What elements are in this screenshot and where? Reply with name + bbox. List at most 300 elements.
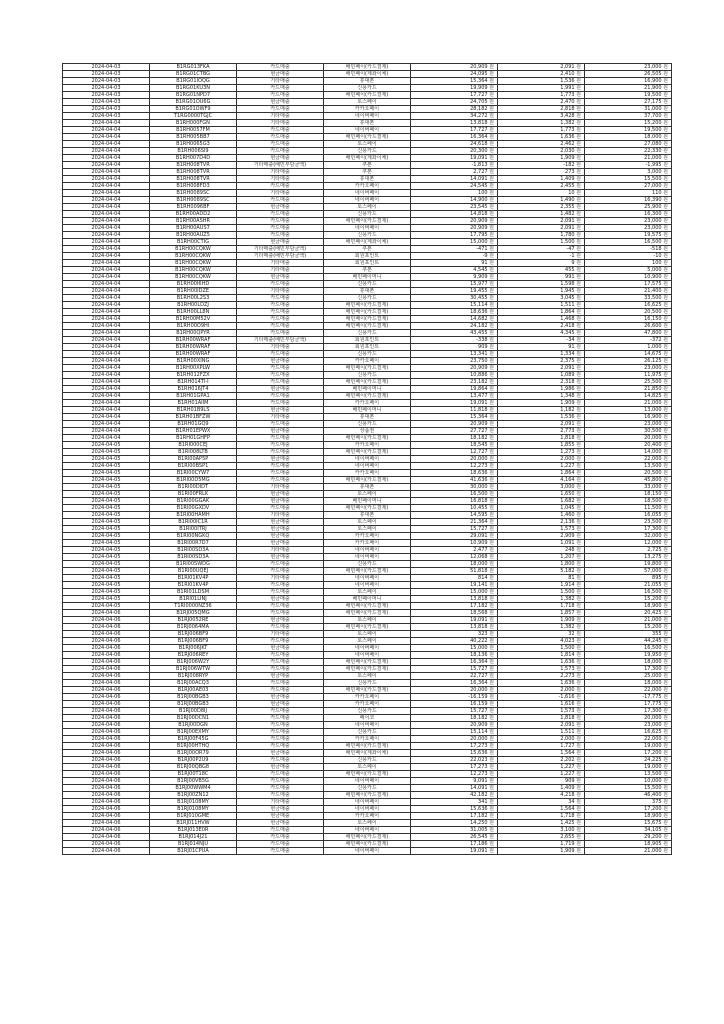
total-amount-cell: 1,000 원 [585,344,672,351]
supply-amount-cell: 16,159 원 [411,701,498,708]
table-row [63,85,672,92]
vat-cell: 34 원 [498,799,585,806]
payment-method-cell: 토스페이 [324,631,411,638]
total-amount-cell: 27,080 원 [585,141,672,148]
total-amount-cell: 19,800 원 [585,561,672,568]
table-row [63,407,672,414]
payment-method-cell: 배민페이(카드결제) [324,379,411,386]
total-amount-cell: 15,675 원 [585,820,672,827]
sales-type-cell: 카드매출 [237,316,324,323]
payment-method-cell: 네이버페이 [324,799,411,806]
table-row [63,365,672,372]
vat-cell: 3,000 원 [498,484,585,491]
supply-amount-cell: 30,455 원 [411,295,498,302]
date-cell: 2024-04-04 [63,246,150,253]
total-amount-cell: 16,900 원 [585,78,672,85]
date-cell: 2024-04-05 [63,561,150,568]
sales-type-cell: 카드매출 [237,659,324,666]
supply-amount-cell: 15,727 원 [411,526,498,533]
sales-type-cell: 카드매출 [237,624,324,631]
order-id-cell: B1RI01LDSM [150,589,237,596]
order-id-cell: B1RH01GHFP [150,435,237,442]
table-row [63,309,672,316]
table-row [63,561,672,568]
supply-amount-cell: 16,818 원 [411,498,498,505]
sales-type-cell: 현금매출 [237,617,324,624]
supply-amount-cell: 20,909 원 [411,421,498,428]
date-cell: 2024-04-06 [63,694,150,701]
total-amount-cell: 29,200 원 [585,834,672,841]
payment-method-cell: 배민페이(계좌이체) [324,239,411,246]
vat-cell: 1,909 원 [498,848,585,855]
table-row [63,372,672,379]
vat-cell: 2,418 원 [498,323,585,330]
table-row [63,701,672,708]
vat-cell: 1,857 원 [498,610,585,617]
date-cell: 2024-04-04 [63,127,150,134]
total-amount-cell: 15,200 원 [585,596,672,603]
table-row [63,771,672,778]
order-id-cell: B1RI00R7D7 [150,540,237,547]
order-id-cell: B1RG013FKA [150,64,237,71]
sales-type-cell: 기타매출 [237,260,324,267]
table-row [63,316,672,323]
vat-cell: 1,425 원 [498,820,585,827]
vat-cell: 248 원 [498,547,585,554]
total-amount-cell: -518 원 [585,246,672,253]
total-amount-cell: 57,000 원 [585,568,672,575]
order-id-cell: B1RH00WRAF [150,344,237,351]
date-cell: 2024-04-03 [63,113,150,120]
table-row [63,232,672,239]
date-cell: 2024-04-06 [63,680,150,687]
supply-amount-cell: 24,618 원 [411,141,498,148]
payment-method-cell: 배민페이(카드결제) [324,666,411,673]
date-cell: 2024-04-05 [63,491,150,498]
payment-method-cell: 배민페이(카드결제) [324,771,411,778]
date-cell: 2024-04-06 [63,848,150,855]
total-amount-cell: 15,200 원 [585,120,672,127]
table-row [63,78,672,85]
vat-cell: 1,468 원 [498,316,585,323]
date-cell: 2024-04-05 [63,596,150,603]
table-row [63,554,672,561]
supply-amount-cell: 24,545 원 [411,183,498,190]
supply-amount-cell: 14,682 원 [411,316,498,323]
total-amount-cell: 24,225 원 [585,757,672,764]
table-row [63,176,672,183]
supply-amount-cell: 9,091 원 [411,778,498,785]
supply-amount-cell: 18,636 원 [411,309,498,316]
supply-amount-cell: 15,727 원 [411,708,498,715]
order-id-cell: B1RG01KU3N [150,85,237,92]
supply-amount-cell: 15,727 원 [411,666,498,673]
supply-amount-cell: 15,000 원 [411,645,498,652]
date-cell: 2024-04-04 [63,267,150,274]
vat-cell: 2,470 원 [498,99,585,106]
total-amount-cell: 18,000 원 [585,134,672,141]
payment-method-cell: 휴대폰 [324,78,411,85]
sales-type-cell: 카드매출 [237,197,324,204]
sales-type-cell: 기타매출(배민부담금액) [237,253,324,260]
order-id-cell: B1RG01NPD7 [150,92,237,99]
payment-method-cell: 신용카드 [324,561,411,568]
total-amount-cell: 375 원 [585,799,672,806]
order-id-cell: B1RI00SD3A [150,547,237,554]
payment-method-cell: 배민페이(계좌이체) [324,155,411,162]
order-id-cell: B1RJ006BF9 [150,638,237,645]
supply-amount-cell: 12,068 원 [411,554,498,561]
vat-cell: 1,536 원 [498,414,585,421]
order-id-cell: B1RH00CQKW [150,246,237,253]
table-row [63,288,672,295]
table-row [63,281,672,288]
sales-type-cell: 기타매출 [237,344,324,351]
payment-method-cell: 신용카드 [324,148,411,155]
table-row [63,134,672,141]
date-cell: 2024-04-06 [63,834,150,841]
table-row [63,358,672,365]
table-row [63,253,672,260]
payment-method-cell: 배민페이(카드결제) [324,505,411,512]
sales-type-cell: 카드매출 [237,708,324,715]
date-cell: 2024-04-05 [63,582,150,589]
vat-cell: 2,273 원 [498,673,585,680]
vat-cell: 1,564 원 [498,806,585,813]
order-id-cell: B1RH016JT4 [150,386,237,393]
sales-type-cell: 카드매출 [237,652,324,659]
sales-type-cell: 카드매출 [237,785,324,792]
table-row [63,183,672,190]
sales-type-cell: 카드매출 [237,463,324,470]
table-row [63,757,672,764]
payment-method-cell: 휴대폰 [324,176,411,183]
vat-cell: 1,182 원 [498,407,585,414]
table-row [63,400,672,407]
date-cell: 2024-04-04 [63,239,150,246]
order-id-cell: B1RH01EPWX [150,428,237,435]
date-cell: 2024-04-05 [63,505,150,512]
vat-cell: 1,564 원 [498,750,585,757]
supply-amount-cell: 19,864 원 [411,386,498,393]
supply-amount-cell: 323 원 [411,631,498,638]
table-row [63,736,672,743]
order-id-cell: B1RH00L2S3 [150,295,237,302]
order-id-cell: B1RJ00HTHQ [150,743,237,750]
table-row [63,645,672,652]
payment-method-cell: 배민페이(카드결제) [324,568,411,575]
order-id-cell: B1RH00I6HD [150,281,237,288]
supply-amount-cell: 23,182 원 [411,379,498,386]
supply-amount-cell: 34,272 원 [411,113,498,120]
supply-amount-cell: 19,455 원 [411,288,498,295]
table-row [63,631,672,638]
supply-amount-cell: 16,364 원 [411,134,498,141]
order-id-cell: B1RJ0108MY [150,799,237,806]
order-id-cell: B1RI01KV4P [150,582,237,589]
order-id-cell: B1RH00CQKW [150,260,237,267]
sales-type-cell: 카드매출 [237,589,324,596]
supply-amount-cell: 19,909 원 [411,85,498,92]
vat-cell: 1,511 원 [498,729,585,736]
sales-type-cell: 카드매출 [237,722,324,729]
table-row [63,141,672,148]
supply-amount-cell: 29,091 원 [411,533,498,540]
order-id-cell: B1RJ00P2U9 [150,757,237,764]
vat-cell: 1,500 원 [498,589,585,596]
supply-amount-cell: 13,818 원 [411,624,498,631]
date-cell: 2024-04-06 [63,722,150,729]
payment-method-cell: 쿠폰 [324,169,411,176]
table-row [63,169,672,176]
sales-type-cell: 카드매출 [237,778,324,785]
vat-cell: 1,727 원 [498,743,585,750]
sales-type-cell: 현금매출 [237,526,324,533]
total-amount-cell: 16,300 원 [585,211,672,218]
total-amount-cell: 19,500 원 [585,127,672,134]
vat-cell: 1,500 원 [498,239,585,246]
sales-type-cell: 카드매출 [237,85,324,92]
order-id-cell: B1RI00NGKQ [150,533,237,540]
total-amount-cell: 23,000 원 [585,365,672,372]
total-amount-cell: 2,725 원 [585,547,672,554]
sales-type-cell: 카드매출 [237,687,324,694]
total-amount-cell: 33,000 원 [585,484,672,491]
supply-amount-cell: 22,727 원 [411,673,498,680]
sales-type-cell: 현금매출 [237,645,324,652]
vat-cell: 1,636 원 [498,134,585,141]
vat-cell: 2,410 원 [498,71,585,78]
payment-method-cell: 네이버페이 [324,645,411,652]
order-id-cell: B1RI00BSP1 [150,463,237,470]
date-cell: 2024-04-06 [63,771,150,778]
sales-type-cell: 현금매출 [237,358,324,365]
supply-amount-cell: 17,182 원 [411,603,498,610]
date-cell: 2024-04-04 [63,120,150,127]
date-cell: 2024-04-05 [63,575,150,582]
supply-amount-cell: 14,595 원 [411,512,498,519]
sales-type-cell: 기타매출 [237,78,324,85]
table-row [63,729,672,736]
vat-cell: 1,773 원 [498,127,585,134]
table-row [63,659,672,666]
order-id-cell: B1RH014TI-I [150,379,237,386]
table-row [63,841,672,848]
vat-cell: 1,045 원 [498,505,585,512]
vat-cell: 1,382 원 [498,120,585,127]
date-cell: 2024-04-06 [63,764,150,771]
sales-type-cell: 현금매출 [237,694,324,701]
supply-amount-cell: 15,636 원 [411,806,498,813]
total-amount-cell: 26,505 원 [585,71,672,78]
payment-method-cell: 휴대폰 [324,414,411,421]
date-cell: 2024-04-04 [63,155,150,162]
total-amount-cell: 19,000 원 [585,764,672,771]
vat-cell: 1,382 원 [498,624,585,631]
table-row [63,120,672,127]
date-cell: 2024-04-05 [63,449,150,456]
date-cell: 2024-04-04 [63,190,150,197]
payment-method-cell: 배민페이(카드결제) [324,624,411,631]
payment-method-cell: 신용카드 [324,351,411,358]
vat-cell: 1,382 원 [498,596,585,603]
supply-amount-cell: 18,182 원 [411,435,498,442]
sales-type-cell: 카드매출 [237,351,324,358]
vat-cell: 1,864 원 [498,309,585,316]
total-amount-cell: 21,000 원 [585,155,672,162]
date-cell: 2024-04-06 [63,827,150,834]
date-cell: 2024-04-04 [63,428,150,435]
order-id-cell: B1RJ00ZN12 [150,792,237,799]
date-cell: 2024-04-05 [63,477,150,484]
order-id-cell: B1RI008LTB [150,449,237,456]
date-cell: 2024-04-05 [63,484,150,491]
vat-cell: 1,273 원 [498,449,585,456]
order-id-cell: B1RH00LDZJ [150,302,237,309]
sales-type-cell: 현금매출 [237,519,324,526]
order-id-cell: B1RH012FZX [150,372,237,379]
sales-type-cell: 카드매출 [237,92,324,99]
total-amount-cell: 5,000 원 [585,267,672,274]
table-row [63,834,672,841]
supply-amount-cell: 14,818 원 [411,211,498,218]
supply-amount-cell: 13,477 원 [411,393,498,400]
supply-amount-cell: 42,182 원 [411,792,498,799]
payment-method-cell: 신용카드 [324,421,411,428]
order-id-cell: B1RI01KV4P [150,575,237,582]
table-row [63,624,672,631]
sales-type-cell: 현금매출 [237,673,324,680]
table-row [63,267,672,274]
sales-type-cell: 카드매출 [237,183,324,190]
date-cell: 2024-04-04 [63,176,150,183]
table-row [63,127,672,134]
vat-cell: 1,536 원 [498,78,585,85]
table-row [63,547,672,554]
order-id-cell: B1RH008FD3 [150,183,237,190]
table-row [63,295,672,302]
sales-type-cell: 기타매출 [237,288,324,295]
vat-cell: 1,500 원 [498,645,585,652]
table-row [63,743,672,750]
vat-cell: 32 원 [498,631,585,638]
vat-cell: 4,345 원 [498,330,585,337]
date-cell: 2024-04-04 [63,197,150,204]
table-row [63,190,672,197]
vat-cell: 1,482 원 [498,211,585,218]
payment-method-cell: 배민페이머니 [324,274,411,281]
order-id-cell: B1RH006SI9 [150,148,237,155]
date-cell: 2024-04-04 [63,141,150,148]
order-id-cell: B1RJ006REY [150,652,237,659]
total-amount-cell: 11,975 원 [585,372,672,379]
table-row [63,589,672,596]
total-amount-cell: 19,000 원 [585,743,672,750]
sales-type-cell: 현금매출 [237,533,324,540]
vat-cell: 1,650 원 [498,491,585,498]
vat-cell: 2,136 원 [498,519,585,526]
payment-method-cell: 회원포인트 [324,344,411,351]
payment-method-cell: 신용카드 [324,708,411,715]
table-row [63,813,672,820]
sales-table-body [63,64,672,855]
total-amount-cell: 22,000 원 [585,687,672,694]
supply-amount-cell: 16,364 원 [411,680,498,687]
total-amount-cell: 21,000 원 [585,400,672,407]
date-cell: 2024-04-06 [63,806,150,813]
total-amount-cell: 16,500 원 [585,645,672,652]
supply-amount-cell: -471 원 [411,246,498,253]
supply-amount-cell: 23,750 원 [411,358,498,365]
table-row [63,764,672,771]
order-id-cell: B1RI00SD3A [150,554,237,561]
table-row [63,568,672,575]
vat-cell: 3,045 원 [498,295,585,302]
vat-cell: 4,218 원 [498,792,585,799]
payment-method-cell: 카카오페이 [324,442,411,449]
total-amount-cell: 10,900 원 [585,274,672,281]
date-cell: 2024-04-06 [63,666,150,673]
total-amount-cell: 11,500 원 [585,505,672,512]
vat-cell: 1,573 원 [498,708,585,715]
date-cell: 2024-04-06 [63,729,150,736]
order-id-cell: B1RH01GQ9 [150,421,237,428]
sales-type-cell: 기타매출 [237,484,324,491]
sales-type-cell: 기타매출(배민부담금액) [237,162,324,169]
total-amount-cell: 16,625 원 [585,729,672,736]
date-cell: 2024-04-06 [63,708,150,715]
sales-type-cell: 현금매출 [237,71,324,78]
supply-amount-cell: 20,909 원 [411,365,498,372]
total-amount-cell: 20,500 원 [585,309,672,316]
table-row [63,456,672,463]
table-row [63,435,672,442]
supply-amount-cell: 14,091 원 [411,785,498,792]
total-amount-cell: 22,000 원 [585,456,672,463]
total-amount-cell: 16,055 원 [585,512,672,519]
sales-type-cell: 카드매출 [237,225,324,232]
table-row [63,666,672,673]
sales-type-cell: 현금매출 [237,99,324,106]
vat-cell: 1,636 원 [498,680,585,687]
payment-method-cell: 휴대폰 [324,120,411,127]
order-id-cell: B1RJ00EXMY [150,729,237,736]
order-id-cell: B1RH00ASHR [150,218,237,225]
supply-amount-cell: 23,545 원 [411,204,498,211]
supply-amount-cell: 17,795 원 [411,232,498,239]
payment-method-cell: 신용카드 [324,330,411,337]
sales-type-cell: 현금매출 [237,155,324,162]
date-cell: 2024-04-06 [63,792,150,799]
sales-type-cell: 카드매출 [237,568,324,575]
table-row [63,722,672,729]
sales-type-cell: 기타매출(배민부담금액) [237,337,324,344]
payment-method-cell: 배민페이(카드결제) [324,316,411,323]
order-id-cell: B1RG01OWF9 [150,106,237,113]
sales-type-cell: 카드매출 [237,470,324,477]
table-row [63,575,672,582]
sales-type-cell: 카드매출 [237,106,324,113]
vat-cell: 2,318 원 [498,379,585,386]
payment-method-cell: 신용카드 [324,680,411,687]
vat-cell: 1,227 원 [498,771,585,778]
supply-amount-cell: 28,182 원 [411,106,498,113]
date-cell: 2024-04-06 [63,757,150,764]
supply-amount-cell: 16,364 원 [411,659,498,666]
order-id-cell: B1RH007D4D [150,155,237,162]
supply-amount-cell: 31,005 원 [411,827,498,834]
total-amount-cell: 110 원 [585,190,672,197]
